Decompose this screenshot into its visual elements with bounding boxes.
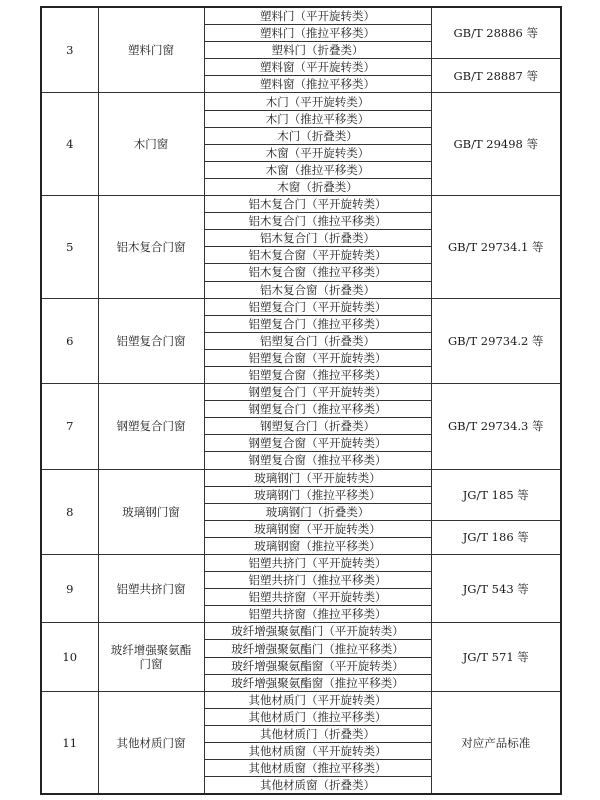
- product-type: 铝塑复合门（折叠类）: [204, 332, 431, 349]
- product-type: 其他材质窗（平开旋转类）: [204, 743, 431, 760]
- product-type: 玻纤增强聚氨酯门（推拉平移类）: [204, 640, 431, 657]
- product-type: 其他材质窗（折叠类）: [204, 777, 431, 795]
- standard-reference: JG/T 571 等: [431, 623, 561, 691]
- category-name: 铝木复合门窗: [98, 196, 204, 299]
- group-number: 10: [41, 623, 98, 691]
- product-type: 塑料门（推拉平移类）: [204, 25, 431, 42]
- standard-reference: GB/T 29734.3 等: [431, 384, 561, 469]
- standard-reference: GB/T 28886 等: [431, 7, 561, 59]
- category-name: 其他材质门窗: [98, 691, 204, 794]
- product-type: 其他材质门（折叠类）: [204, 725, 431, 742]
- product-type: 玻纤增强聚氨酯窗（推拉平移类）: [204, 674, 431, 691]
- product-type: 铝木复合门（平开旋转类）: [204, 196, 431, 213]
- standard-reference: GB/T 29734.1 等: [431, 196, 561, 299]
- product-type: 其他材质门（平开旋转类）: [204, 691, 431, 708]
- product-type: 玻璃钢窗（推拉平移类）: [204, 537, 431, 554]
- product-type: 其他材质门（推拉平移类）: [204, 708, 431, 725]
- product-type: 铝塑复合门（平开旋转类）: [204, 298, 431, 315]
- category-name: 木门窗: [98, 93, 204, 196]
- table-row: [41, 384, 561, 401]
- standard-reference: JG/T 185 等: [431, 469, 561, 520]
- product-type: 铝塑共挤窗（推拉平移类）: [204, 606, 431, 623]
- product-type: 玻璃钢门（折叠类）: [204, 503, 431, 520]
- product-type: 铝塑复合窗（平开旋转类）: [204, 349, 431, 366]
- table-row: [41, 7, 561, 25]
- product-standards-table: [40, 6, 562, 795]
- product-type: 木门（折叠类）: [204, 127, 431, 144]
- product-type: 玻璃钢门（平开旋转类）: [204, 469, 431, 486]
- product-type: 木窗（推拉平移类）: [204, 161, 431, 178]
- standard-reference: GB/T 28887 等: [431, 59, 561, 93]
- product-type: 铝塑复合门（推拉平移类）: [204, 315, 431, 332]
- group-number: 11: [41, 691, 98, 794]
- table-row: [41, 298, 561, 315]
- group-number: 6: [41, 298, 98, 383]
- product-type: 塑料门（折叠类）: [204, 42, 431, 59]
- table-row: [41, 196, 561, 213]
- category-name: 塑料门窗: [98, 7, 204, 93]
- product-type: 铝木复合窗（推拉平移类）: [204, 264, 431, 281]
- standard-reference: 对应产品标准: [431, 691, 561, 794]
- product-type: 木门（平开旋转类）: [204, 93, 431, 110]
- product-type: 铝塑共挤门（平开旋转类）: [204, 555, 431, 572]
- product-type: 钢塑复合窗（平开旋转类）: [204, 435, 431, 452]
- product-type: 塑料窗（推拉平移类）: [204, 76, 431, 93]
- table-body: [41, 7, 561, 794]
- product-type: 铝木复合窗（折叠类）: [204, 281, 431, 298]
- table-row: [41, 691, 561, 708]
- product-type: 钢塑复合门（推拉平移类）: [204, 401, 431, 418]
- product-type: 玻璃钢窗（平开旋转类）: [204, 520, 431, 537]
- group-number: 3: [41, 7, 98, 93]
- product-type: 铝木复合窗（平开旋转类）: [204, 247, 431, 264]
- table-row: [41, 555, 561, 572]
- product-type: 塑料门（平开旋转类）: [204, 7, 431, 25]
- product-type: 钢塑复合门（折叠类）: [204, 418, 431, 435]
- category-name: 铝塑共挤门窗: [98, 555, 204, 623]
- table-row: [41, 93, 561, 110]
- table-row: [41, 469, 561, 486]
- product-type: 玻璃钢门（推拉平移类）: [204, 486, 431, 503]
- product-type: 钢塑复合门（平开旋转类）: [204, 384, 431, 401]
- standard-reference: GB/T 29734.2 等: [431, 298, 561, 383]
- product-type: 铝木复合门（折叠类）: [204, 230, 431, 247]
- product-type: 塑料窗（平开旋转类）: [204, 59, 431, 76]
- category-name: 钢塑复合门窗: [98, 384, 204, 469]
- table-row: [41, 623, 561, 640]
- group-number: 8: [41, 469, 98, 554]
- product-type: 木窗（折叠类）: [204, 178, 431, 195]
- product-type: 钢塑复合窗（推拉平移类）: [204, 452, 431, 469]
- product-type: 铝木复合门（推拉平移类）: [204, 213, 431, 230]
- group-number: 7: [41, 384, 98, 469]
- group-number: 4: [41, 93, 98, 196]
- product-type: 铝塑共挤门（推拉平移类）: [204, 572, 431, 589]
- group-number: 9: [41, 555, 98, 623]
- category-name: 玻纤增强聚氨酯 门窗: [98, 623, 204, 691]
- standard-reference: JG/T 186 等: [431, 520, 561, 554]
- product-type: 木窗（平开旋转类）: [204, 144, 431, 161]
- product-type: 铝塑共挤窗（平开旋转类）: [204, 589, 431, 606]
- group-number: 5: [41, 196, 98, 299]
- category-name: 铝塑复合门窗: [98, 298, 204, 383]
- category-name: 玻璃钢门窗: [98, 469, 204, 554]
- product-type: 玻纤增强聚氨酯门（平开旋转类）: [204, 623, 431, 640]
- product-type: 玻纤增强聚氨酯窗（平开旋转类）: [204, 657, 431, 674]
- standard-reference: GB/T 29498 等: [431, 93, 561, 196]
- product-type: 木门（推拉平移类）: [204, 110, 431, 127]
- product-type: 铝塑复合窗（推拉平移类）: [204, 366, 431, 383]
- product-type: 其他材质窗（推拉平移类）: [204, 760, 431, 777]
- standard-reference: JG/T 543 等: [431, 555, 561, 623]
